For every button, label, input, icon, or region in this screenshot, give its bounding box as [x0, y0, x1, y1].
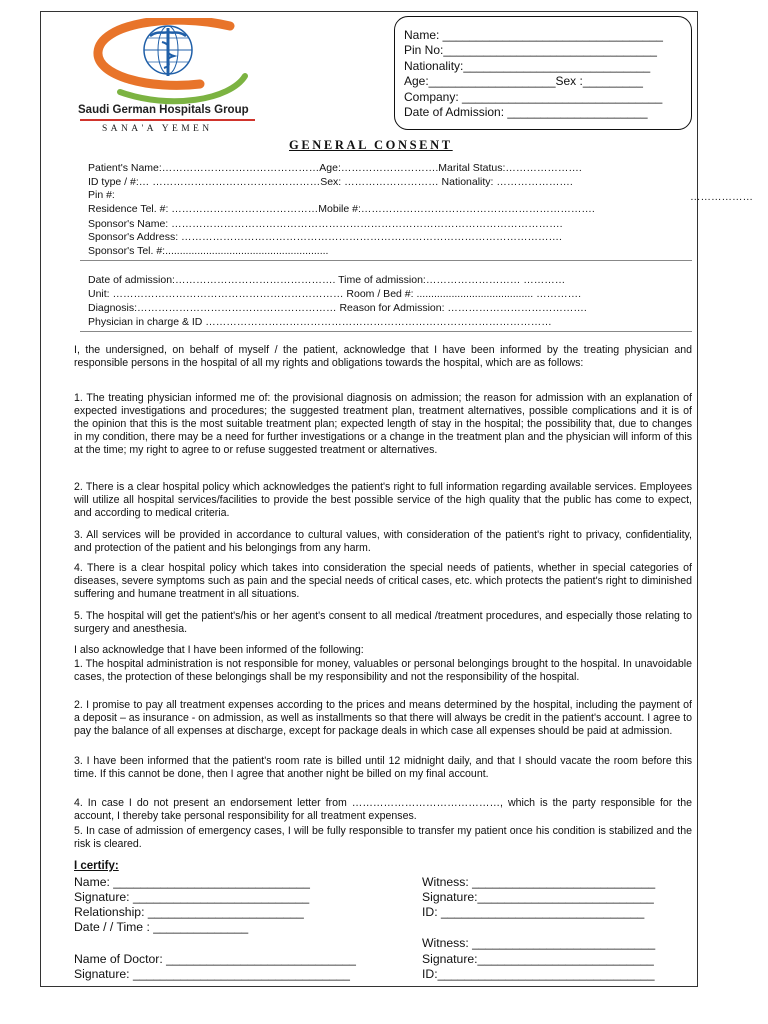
obligation-item-2: 2. I promise to pay all treatment expenses according to the prices and means determined by the hospital, including the payment of a deposit – as insurance - on admission, as well as installments so that there will always be credit in the patient's account. I agree to pay the balance of all expenses at discharge, except for package deals in which case all expenses should be paid at admission.: [74, 699, 692, 737]
witness-2-id-field[interactable]: ID:________________________________: [422, 967, 655, 981]
right-item-1: 1. The treating physician informed me of: the provisional diagnosis on admission; the reason for admission with an explanation of expected investigations and procedures; the suggested treatment plan, treatment alternatives, possible complications and it is of the opinion that this is the most suitable treatment plan; expected length of stay in the hospital; the possibility that, due to changes in my condition, there may be a need for further investigations or a change in the treatment plan and the physician will inform of this at the time; my right to agree to or refuse suggested treatment or alternatives.: [74, 392, 692, 456]
form-line-unit[interactable]: Unit: ………………………………………………………… Room / Bed #: ........................................ ………….: [88, 288, 581, 300]
witness-2-field[interactable]: Witness: ___________________________: [422, 936, 656, 950]
form-line-patient-name[interactable]: Patient's Name:………………………………………Age:……………………….Marital Status:………………….: [88, 162, 582, 174]
page-title: GENERAL CONSENT: [289, 138, 453, 152]
logo-divider: [80, 119, 255, 121]
pin-no-field[interactable]: Pin No:________________________________: [404, 43, 657, 57]
form-line-date-admission[interactable]: Date of admission:………………………………………. Time of admission:……………………… …………: [88, 274, 566, 286]
obligation-item-5: 5. In case of admission of emergency cases, I will be fully responsible to transfer my patient once his condition is stabilized and the risk is cleared.: [74, 825, 692, 850]
org-name: Saudi German Hospitals Group: [78, 104, 249, 116]
hospital-logo-icon: [80, 18, 260, 118]
form-line-id-type[interactable]: ID type / #:… …………………………………………Sex: ……………………… Nationality: ………………….: [88, 176, 573, 188]
divider: [80, 331, 692, 332]
age-sex-field[interactable]: Age:___________________Sex :_________: [404, 74, 643, 88]
certify-name-field[interactable]: Name: _____________________________: [74, 875, 310, 889]
nationality-field[interactable]: Nationality:____________________________: [404, 59, 651, 73]
witness-1-id-field[interactable]: ID: ______________________________: [422, 905, 645, 919]
obligation-item-4: 4. In case I do not present an endorsement letter from ……………………………………, which is the party responsible for the account, I thereby take personal responsibility for all treatment expenses.: [74, 797, 692, 822]
form-line-residence-tel[interactable]: Residence Tel. #: ……………………………………Mobile #:………………………………………………………….: [88, 203, 595, 215]
obligation-item-1: 1. The hospital administration is not responsible for money, valuables or personal belongings brought to the hospital. In unavoidable cases, the protection of these belongings shall be my responsibility and not the responsibility of the hospital.: [74, 658, 692, 683]
patient-name-field[interactable]: Name: _________________________________: [404, 28, 663, 42]
form-line-pin[interactable]: Pin #:: [88, 189, 115, 201]
form-line-sponsor-tel[interactable]: Sponsor's Tel. #:........................................................: [88, 245, 329, 257]
pin-overflow-dots: ………………: [690, 191, 753, 203]
right-item-5: 5. The hospital will get the patient's/his or her agent's consent to all medical /treatment procedures, and especially those relating to surgery and anesthesia.: [74, 610, 692, 635]
certify-heading: I certify:: [74, 860, 119, 872]
right-item-3: 3. All services will be provided in accordance to cultural values, with consideration of the patient's right to privacy, confidentiality, and protection of the patient and his belongings from any harm.: [74, 529, 692, 554]
intro-paragraph: I, the undersigned, on behalf of myself / the patient, acknowledge that I have been informed by the treating physician and responsible persons in the hospital of all my rights and obligations towards the hospital, which are as follows:: [74, 344, 692, 369]
certify-relationship-field[interactable]: Relationship: _______________________: [74, 905, 304, 919]
right-item-4: 4. There is a clear hospital policy which takes into consideration the special needs of patients, whether in special categories of diseases, severe symptoms such as pain and the special needs of critical cases, etc. which protects the patient's right to diminished suffering and humane treatment in all situations.: [74, 562, 692, 600]
witness-2-signature-field[interactable]: Signature:__________________________: [422, 952, 654, 966]
witness-1-signature-field[interactable]: Signature:__________________________: [422, 890, 654, 904]
doctor-signature-field[interactable]: Signature: ________________________________: [74, 967, 350, 981]
witness-1-field[interactable]: Witness: ___________________________: [422, 875, 656, 889]
admission-date-field[interactable]: Date of Admission: _____________________: [404, 105, 648, 119]
certify-signature-field[interactable]: Signature: __________________________: [74, 890, 310, 904]
form-line-sponsor-address[interactable]: Sponsor's Address: ……………………………………………………………………………………………….: [88, 231, 562, 243]
acknowledge-intro: I also acknowledge that I have been informed of the following:: [74, 644, 364, 656]
form-line-sponsor-name[interactable]: Sponsor's Name: ………………………………………………………………………………………………….: [88, 218, 563, 230]
certify-date-time-field[interactable]: Date / / Time : ______________: [74, 920, 249, 934]
doctor-name-field[interactable]: Name of Doctor: ____________________________: [74, 952, 356, 966]
obligation-item-3: 3. I have been informed that the patient's room rate is billed until 12 midnight daily, and that I should vacate the room before this time. If this cannot be done, then I agree that another night be billed on my final account.: [74, 755, 692, 780]
form-line-diagnosis[interactable]: Diagnosis:………………………………………………… Reason for Admission: ………………………………….: [88, 302, 587, 314]
form-line-physician[interactable]: Physician in charge & ID ………………………………………………………………………………………: [88, 316, 552, 328]
right-item-2: 2. There is a clear hospital policy which acknowledges the patient's right to full information regarding available services. Employees will utilize all hospital services/facilities to provide the best possible service of the high quality that the public has come to expect, and according to medical criteria.: [74, 481, 692, 519]
company-field[interactable]: Company: ______________________________: [404, 90, 663, 104]
divider: [80, 260, 692, 261]
org-location: SANA'A YEMEN: [102, 124, 213, 134]
